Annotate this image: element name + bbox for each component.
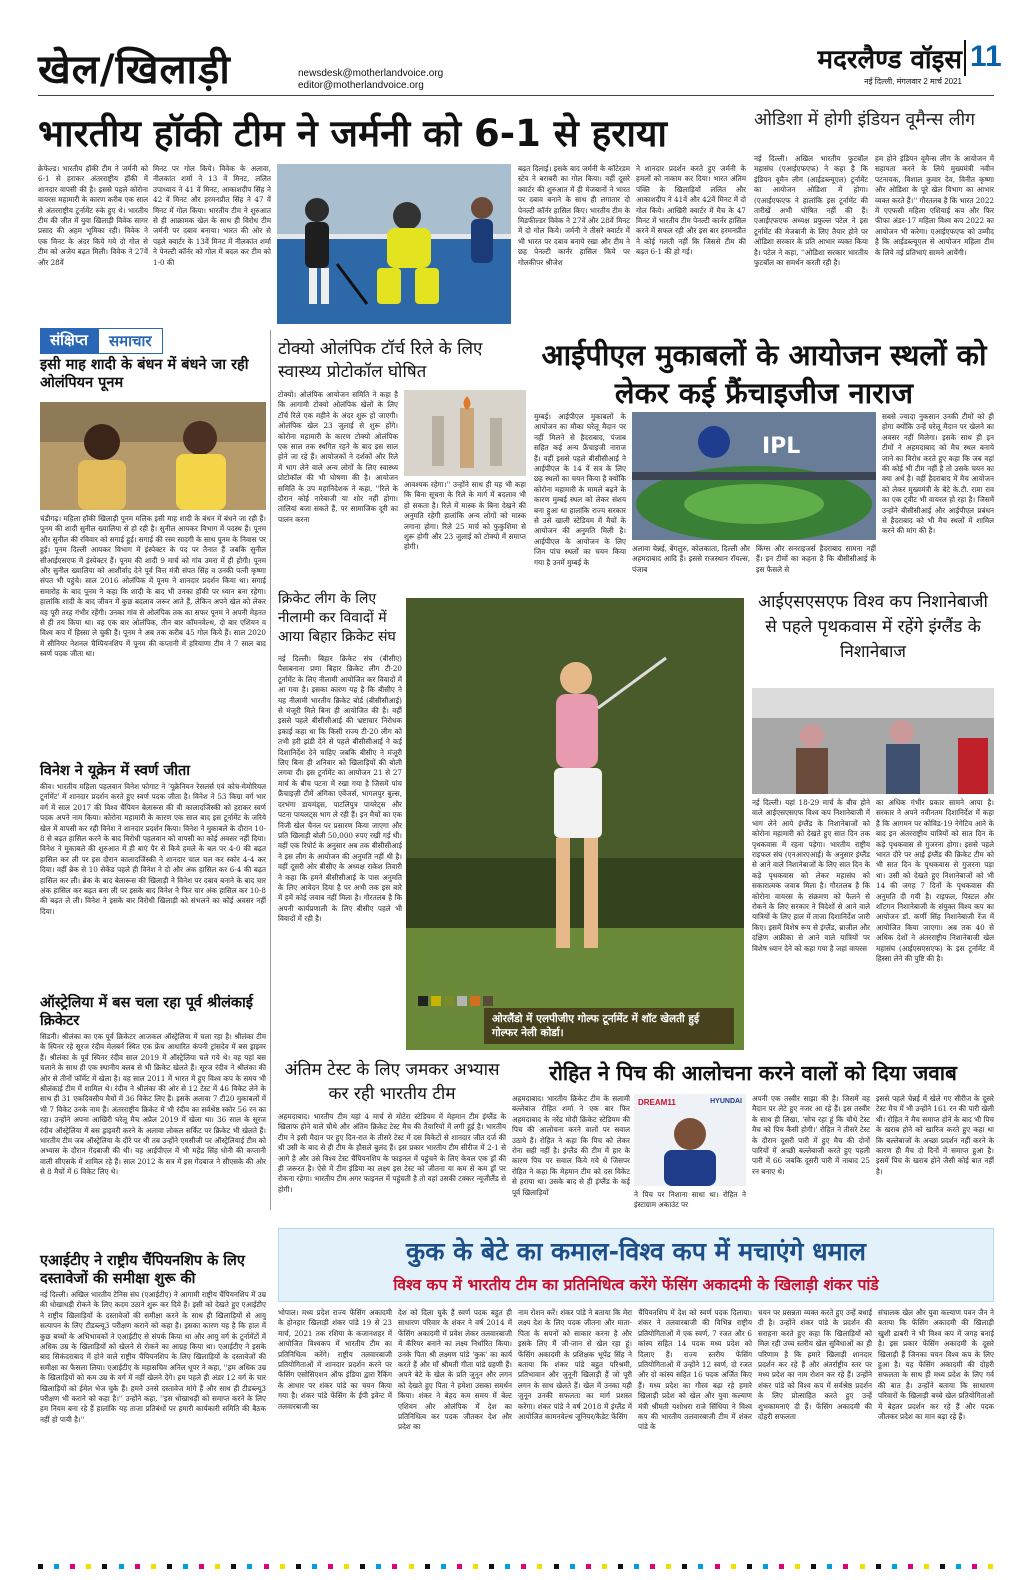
printer-dot <box>102 1564 107 1569</box>
golf-color-swatch <box>418 996 496 1006</box>
printer-dot <box>505 1564 510 1569</box>
printer-dot <box>360 1564 365 1569</box>
printer-dot <box>682 1564 687 1569</box>
printer-dot <box>570 1564 575 1569</box>
swatch-bar <box>418 996 496 1006</box>
swatch-0 <box>418 996 428 1006</box>
swatch-2 <box>444 996 454 1006</box>
printer-dot <box>827 1564 832 1569</box>
printer-dot <box>763 1564 768 1569</box>
bihar-body: नई दिल्ली। बिहार क्रिकेट संघ (बीसीए) पैसाबनाना प्रणा बिहार क्रिकेट लीग टी-20 टूर्नामेंट के लिए नीलामी आयोजित कर विवादों में आ गया है। इसका कारण यह है कि बीसीए ने यह नीलामी भारतीय क्रिकेट बोर्ड (बीसीसीआई) से मंजूरी मिले बिना ही आयोजित की है। वहीं इससे पहले बीसीसीआई की भ्रष्टाचार निरोधक इकाई कहा था कि किसी राज्य टी-20 लीग को तभी हरी झंडी देने से पहले बीसीसीआई ने कई दिशानिर्देश देने चाहिए जबकि बीसीए ने मंजूरी लिए बिना ही शनिवार को खिलाड़ियों की बोली लगवा दी। इस टूर्नामेंट का आयोजन 21 से 27 मार्च के बीच पटना में रखा गया है जिसमें पांच फ्रैंचाइज़ी टीमें अंगिका एवेंजर्स, भागलपुर बुल्स, दरभंगा डायमंड्स, पाटलिपुत्र पायरेट्स और पटना पायलट्स भाग ले रही हैं। इन मैचों का एक निजी खेल चैनल पर प्रसारण किया जाएगा और प्रति खिलाड़ी बोली 50,000 रुपए रखी गई थी। वहीं एक रिपोर्ट के अनुसार अब तक बीसीसीआई ने इस लीग के आयोजन की अनुमति नहीं थी है। वहीं दूसरी ओर बीसीए के अध्यक्ष राकेश तिवारी ने कहा कि हमने बीसीसीआई के पास अनुमति के लिए आवेदन दिया है पर अभी तक इस बारे में हमें कोई जवाब नहीं मिला है। गौरतलब है कि अपनी कार्यप्रणाली के लिए बीसीए पहले भी विवादों में रही है। <box>278 654 402 924</box>
printer-dot <box>264 1564 269 1569</box>
left-column-rule <box>270 330 271 1210</box>
swatch-1 <box>431 996 441 1006</box>
women-league-col-2: हम होने इंडियन वूमैन्स लीग के आयोजन में सहायता करने के लिये मुख्यमंत्री नवीन पटनायक, विशाल कुमार देव, विनीत कृष्णा और ओडिशा के पूरे खेल विभाग का आभार व्यक्त करते हैं।'' गौरतलब है कि भारत 2022 में एएफसी महिला एशियाई कप और फिर फीफा अंडर-17 महिला विश्व कप 2022 का आयोजन भी करेगा। एआईएफएफ को उम्मीद है कि आईडब्ल्यूएल से आयोजन महिला टीम के लिये नई प्रतिभाएं सामने आयेंगी। <box>875 154 994 257</box>
rohit-illustration <box>634 1094 746 1186</box>
fencing-banner <box>278 1228 994 1302</box>
brief-label-b: समाचार <box>98 328 163 354</box>
printer-dot <box>537 1564 542 1569</box>
vinesh-headline: विनेश ने यूक्रेन में स्वर्ण जीता <box>40 763 190 779</box>
printer-dot <box>924 1564 929 1569</box>
swatch-4 <box>470 996 480 1006</box>
swatch-5 <box>483 996 493 1006</box>
lead-col-2: मिनट पर गोल किये। विवेक के अलावा, नीलकांत शर्मा ने 13 वें मिनट, ललित उपाध्याय ने 41 वें मिनट, आकाशदीप सिंह ने 42 वें मिनट और हरमनप्रीत सिंह ने 47 वें मिनट में गोल किया। भारतीय टीम ने शुरुआत से ही आक्रामक खेल के साथ ही विरोध टीम जर्मनी पर दबाव बनाया। भारत की ओर से पहले क्वार्टर के 13वें मिनट में नीलकांत शर्मा ने पेनल्टी कॉर्नर को गोल में बदल कर टीम को 1-0 की <box>153 164 271 267</box>
fencing-col-3: नाम रोशन करें। शंकर पांडे ने बताया कि मेरा लक्ष्य देश के लिए पदक जीतना और माता-पिता के सपनों को साकार करना है और इसके लिए मैं जी-जान से खेल रहा हूं। फेंसिंग अकादमी के प्रशिक्षक भूपेंद्र सिंह ने बताया कि शंकर पांडे बहुत परिश्रमी, प्रतिभावान और जुनूनी खिलाड़ी हैं जो पूरी लगन के साथ खेलते हैं। खेल में उनका यही जुनून उनकी सफलता का मार्ग प्रशस्त करेगा। शंकर पांडे ने वर्ष 2018 में इंग्लैंड में आयोजित कामनवेल्थ जूनियर/कैडेट फेंसिंग <box>518 1308 632 1422</box>
printer-dot <box>215 1564 220 1569</box>
golf-caption: ओरलैंडो में एलपीजीए गोल्फ टूर्नामेंट में शॉट खेलती हुई गोल्फर नेली कोर्डा। <box>484 1008 734 1044</box>
rohit-body-left: अहमदाबाद। भारतीय क्रिकेट टीम के सलामी बल्लेबाज रोहित शर्मा ने एक बार फिर अहमदाबाद के नरेंद्र मोदी क्रिकेट स्टेडियम की पिच की आलोचना करने वालों पर सवाल उठाये हैं। रोहित ने कहा कि पिच को लेकर रोना सही नहीं है। इंग्लैंड की टीम में हार के कारण पिच पर सवाल किये गये थे जिसपर रोहित ने कहा कि मेहमान टीम को दस विकेट से हराया था। उसके बाद से ही इंग्लैंड के कई पूर्व खिलाड़ियों <box>512 1094 630 1197</box>
printer-dot <box>70 1564 75 1569</box>
printer-dot <box>425 1564 430 1569</box>
final-test-headline: अंतिम टेस्ट के लिए जमकर अभ्यास कर रही भारतीय टीम <box>284 1060 500 1104</box>
printer-dot <box>328 1564 333 1569</box>
printer-dot <box>811 1564 816 1569</box>
newsdesk-email[interactable]: newsdesk@motherlandvoice.org <box>298 68 444 79</box>
fencing-col-4: चैंपियनशिप में देश को स्वर्ण पदक दिलाया। शंकर ने तलवारबाजी की विभिन्न राष्ट्रीय प्रतियोगिताओं में एक स्वर्ण, 7 रजत और 6 कांस्य सहित 14 पदक मध्य प्रदेश को दिलाए हैं। राज्य स्तरीय फेंसिंग प्रतियोगिताओं में उन्होंने 12 स्वर्ण, दो रजत और दो कांस्य सहित 16 पदक अर्जित किए हैं। मध्य प्रदेश का गौरव बढ़ा रहे हमारे खिलाड़ी प्रदेश को खेल और युवा कल्याण मंत्री श्रीमती यशोधरा राजे सिंधिया ने विश्व कप की भारतीय तलवारबाजी टीम में शंकर पांडे के <box>638 1308 752 1432</box>
printer-marks <box>38 1564 994 1570</box>
printer-dot <box>779 1564 784 1569</box>
rohit-headline: रोहित ने पिच की आलोचना करने वालों को दिया जवाब <box>549 1061 957 1085</box>
bihar-headline: क्रिकेट लीग के लिए नीलामी कर विवादों में आया बिहार क्रिकेट संघ <box>278 591 396 645</box>
printer-dot <box>650 1564 655 1569</box>
printer-dot <box>747 1564 752 1569</box>
poonam-photo <box>40 402 266 510</box>
lead-col-4: ने शानदार प्रदर्शन करते हुए जर्मनी के हमलों को नाकाम कर दिया। भारत अंतिम पंक्ति के खिलाड़ियों ललित और आकाशदीप ने 41वें और 42वें मिनट में दो गोल किये। आखिरी क्वार्टर में मैच के 47 मिनट में भारतीय टीम पेनल्टी कार्नर हासिल करने में सफल रही और इस बार हरमनप्रीत ने कोई गलती नहीं कि जिससे टीम की बढ़त 6-1 की हो गई। <box>636 164 746 257</box>
torch-illustration <box>404 390 526 476</box>
editor-email[interactable]: editor@motherlandvoice.org <box>298 80 424 91</box>
printer-dot <box>940 1564 945 1569</box>
lead-col-1: क्रेफेल्ड। भारतीय हॉकी टीम ने जर्मनी को 6-1 से हराकर अंतरराष्ट्रीय हॉकी में शानदार वापसी की है। इससे पहले कोरोना वायरस महामारी के कारण करीब एक साल से अंतरराष्ट्रीय टूर्नामेंट रुके हुए थे। भारतीय टीम की जीत में युवा खिलाड़ी विवेक सागर प्रसाद की अहम भूमिका रही। विवेक ने एक मिनट के अंदर किये गये दो गोल से टीम को अजेय बढ़त मिली। विवेक ने 27वें और 28वें <box>38 164 148 267</box>
printer-dot <box>876 1564 881 1569</box>
dateline: नई दिल्ली, मंगलवार 2 मार्च 2021 <box>864 77 962 86</box>
ipl-headline: आईपीएल मुकाबलों के आयोजन स्थलों को लेकर कई फ्रैंचाइजीज नाराज <box>541 338 987 410</box>
printer-dot <box>38 1564 43 1569</box>
shooting-photo <box>752 688 994 794</box>
printer-dot <box>247 1564 252 1569</box>
printer-dot <box>167 1564 172 1569</box>
ipl-body-left: मुम्बई। आईपीएल मुकाबलों के आयोजन का मौका घरेलू मैदान पर नहीं मिलने से हैदराबाद, पंजाब सहित कई अन्य फ्रैंचाइजी नाराज हैं। वहीं इससे पहले बीसीसीआई ने आईपीएल के 14 वें सत्र के लिए छह स्थलों का चयन किया है क्योंकि कोरोना महामारी के मामले बढ़ने के कारण मुम्बई स्थल को लेकर संशय बना हुआ था हालांकि राज्य सरकार से उसे खाली स्टेडियम में मैचों के आयोजन की अनुमति मिली है। आईपीएल के आयोजन के लिए जिन पांच स्थलों का चयन किया गया है उनमें मुम्बई के <box>534 412 626 567</box>
printer-dot <box>521 1564 526 1569</box>
printer-dot <box>795 1564 800 1569</box>
printer-dot <box>392 1564 397 1569</box>
printer-dot <box>86 1564 91 1569</box>
golf-photo <box>406 598 744 1050</box>
printer-dot <box>231 1564 236 1569</box>
ipl-body-right: सबसे ज्यादा नुकसान उनकी टीमों को ही होगा क्योंकि उन्हें घरेलू मैदान पर खेलने का अवसर नहीं मिलेगा। इसके साथ ही इन टीमों ने अहमदाबाद को मैच स्थल बनाये जाने का विरोध करते हुए कहा कि जब वहां की कोई भी टीम नहीं है तो उसके चयन का क्या अर्थ है। वहीं हैदराबाद में मैच आयोजन को लेकर मुख्यमंत्री के बेटे के.टी. रामा राव का एक ट्वीट भी वायरल हो रहा है। जिसमें उन्होंने बीसीसीआई और आईपीएल प्रबंधन से हैदराबाद को भी मैच स्थलों में शामिल करने की मांग की है। <box>882 412 994 536</box>
page-number: 11 <box>964 40 994 76</box>
printer-dot <box>312 1564 317 1569</box>
torch-photo <box>404 390 526 476</box>
printer-dot <box>409 1564 414 1569</box>
printer-dot <box>634 1564 639 1569</box>
printer-dot <box>956 1564 961 1569</box>
ipl-logo: IPL <box>762 434 801 459</box>
final-test-body: अहमदाबाद। भारतीय टीम यहां 4 मार्च से मोटेरा स्टेडियम में मेहमान टीम इंग्लैंड के खिलाफ होने वाले चौथे और अंतिम क्रिकेट टेस्ट मैच की तैयारियों में लगी हुई है। भारतीय टीम ने इसी मैदान पर हुए दिन-रात के तीसरे टेस्ट में दस विकेटों से शानदार जीत दर्ज की थी उसी के बाद से ही टीम के हौसले बुलंद हैं। इस प्रकार भारतीय टीम सीरीज में 2-1 से आगे है और उसे विश्व टेस्ट चैंपियनशिप के फाइनल में पहुंचने के लिए केवल एक ड्रॉ की ही जरूरत है। ऐसे में टीम इंडिया का लक्ष्य इस टेस्ट को जीतना या कम से कम ड्रॉ पर रोकना रहेगा। भारतीय टीम अगर फाइनल में पहुंचती है तो वहां उसकी टक्कर न्यूजीलैंड से होगी। <box>278 1112 506 1194</box>
printer-dot <box>199 1564 204 1569</box>
printer-dot <box>489 1564 494 1569</box>
printer-dot <box>554 1564 559 1569</box>
masthead-rule <box>38 95 994 96</box>
women-league-col-1: नई दिल्ली। अखिल भारतीय फुटबॉल महासंघ (एआईएफएफ) ने कहा है कि इंडियन वूमैन लीग (आईडब्ल्यूएल) टूर्नामेंट का आयोजन ओडिशा में होगा। (एआईएफएफ ने हालांकि इस टूर्नामेंट की तारीखें अभी घोषित नहीं की हैं। एआईएफएफ अध्यक्ष प्रफुल्ल पटेल ने इस टूर्नामेंट की मेजबानी के लिए तैयार होने पर ओडिशा सरकार के प्रति आभार व्यक्त किया है। पटेल ने कहा, ''ओडिशा सरकार भारतीय फुटबॉल का समर्थन करती रही है। <box>754 154 868 268</box>
lead-headline: भारतीय हॉकी टीम ने जर्मनी को 6-1 से हराया <box>38 112 667 155</box>
torch-body-right: आवश्यक रहेगा।'' उन्होंने साथ ही यह भी कहा कि बिना सूचना के रिले के मार्ग में बदलाव भी हो सकता है। रिले में मास्क के बिना देखने की अनुमति रहेगी हालांकि अन्य लोगों को मास्क लगाना होगा। रिले 25 मार्च को फुकुशिमा से शुरू होगी और 23 जुलाई को टोक्यो में समाप्त होगी। <box>404 480 526 552</box>
ipl-body-mid: अलावा चेन्नई, बेंगलुरु, कोलकाता, दिल्ली और अहमदाबाद आदि हैं। इससे राजस्थान रॉयल्स, पंजाब <box>632 544 750 574</box>
torch-headline: टोक्यो ओलंपिक टॉर्च रिले के लिए स्वास्थ्य प्रोटोकॉल घोषित <box>278 339 483 382</box>
printer-dot <box>666 1564 671 1569</box>
poonam-body: चंडीगढ़। महिला हॉकी खिलाड़ी पूनम मलिक इसी माह शादी के बंधन में बंधने जा रही हैं। पूनम की शादी सुनील ख्यालिया से हो रही है। सुनील आयकर विभाग में पदस्थ हैं। पूनम और सुनील की रविवार को सगाई हुई। सगाई की रस्म सादगी के साथ पूनम के निवास पर हुई। पूनम दिल्ली आयकर विभाग में इंस्पेक्टर के पद पर तैनात हैं जबकि सुनील सीआईएसएफ में इंस्पेक्टर हैं। पूनम की शादी 9 मार्च को गांव उमरा में ही होगी। पूनम और सुनील ख्यालिया को आशीर्वाद देने पूर्व वित्त मंत्री संपत सिंह व उनकी पत्नी कृष्णा संपत भी पहुंचे। साल 2016 ओलंपिक में पूनम ने शानदार प्रदर्शन किया था। सगाई समारोह के बाद पूनम ने कहा कि शादी के बाद भी उनका हॉकी पर ध्यान बना रहेगा। हालांकि शादी के बाद जीवन में कुछ बदलाव जरूर आते हैं, लेकिन अपने खेल को लेकर वह पूरी तरह गंभीर रहेंगी। उनका गांव से ओलंपिक तक का सफर पूनम ने अपनी मेहनत से ही तय किया था। वह एक बार ओलंपिक, तीन बार कॉमनवेल्थ, दो बार एशियन व विश्व कप में हिस्सा ले चुकी हैं। पूनम ने अब तक करीब 45 गोल किये हैं। साल 2020 में सीनियर नेशनल चैम्पियनशिप में पूनम की कप्तानी में हरियाणा टीम ने 7 साल बाद स्वर्ण पदक जीता था। <box>40 514 266 659</box>
printer-dot <box>151 1564 156 1569</box>
paper-name: मदरलैण्ड वॉइस <box>817 45 962 75</box>
aita-body: नई दिल्ली। अखिल भारतीय टेनिस संघ (एआईटीए) ने आगामी राष्ट्रीय चैंपियनशिप में उम्र की धोखाधड़ी रोकने के लिए कदम उठाने शुरू कर दिये हैं। इसी को देखते हुए एआईटीए ने राष्ट्रीय खिलाड़ियों के दस्तावेजों की समीक्षा करने के साथ ही खिलाड़ियों से आयु सत्यापन के लिए टीडब्ल्यू3 परीक्षण कराने को कहा है। इसका कारण यह है कि हाल में कुछ बच्चों के अभिभावकों ने एआईटीए से संपर्क किया था और आयु वर्ग के टूर्नामेंटों में अधिक उम्र के खिलाड़ियों को खेलने से रोकने का आग्रह किया था। एआईटीए ने इसके बाद सिकंदराबाद में होने वाले राष्ट्रीय चैंपियनशिप के लिए खिलाड़ियों के दस्तावेजों की समीक्षा का फैसला लिया। एआईटीए के महासचिव अनिल धूपर ने कहा, ''हम अधिक उम्र के खिलाड़ियों को कम उम्र के वर्ग में नहीं खेलने देंगे। हम पहले ही अंडर 12 वर्ग के चार खिलाड़ियों को ईमेल भेज चुके हैं। हमने उनसे दस्तावेज मांगे हैं और साथ ही टीडब्ल्यू3 परीक्षण भी कराने को कहा है।'' उन्होंने कहा, ''इस धोखाधड़ी को समाप्त करने के लिए हम नियम बना रहे हैं हालांकि यह ताजा प्रतिबंधों पर हमारी कार्यकारी समिति की बैठक नहीं हो पायी है।'' <box>40 1290 266 1424</box>
torch-body-left: टोक्यो। ओलंपिक आयोजन समिति ने कहा है कि आगामी टोक्यो ओलंपिक खेलों के लिए टॉर्च रिले एक महीने के अंदर शुरू हो जाएगी। ओलंपिक खेल 23 जुलाई से शुरू होंगे। कोरोना महामारी के कारण टोक्यो ओलंपिक एक साल तक स्थगित रहने के बाद इस साल होने जा रहे हैं। आयोजकों ने दर्शकों और रिले में भाग लेने वाले अन्य लोगों के लिए स्वास्थ्य प्रोटोकॉल की भी घोषणा की है। आयोजन समिति के उप महानिदेशक ने कहा, ''रिले के दौरान कोई नारेबाजी या शोर नहीं होगा। तालियां बजा सकते हैं, पर सामाजिक दूरी का पालन करना <box>278 390 398 524</box>
hockey-photo <box>277 164 511 324</box>
vinesh-body: कीव। भारतीय महिला पहलवान विनेश फोगाट ने 'यूक्रेनियन रेसलर्स एवं कोच-मेमोरियल टूर्नामेंट' में शानदार प्रदर्शन करते हुए स्वर्ण पदक जीता है। विनेश ने 53 किग्रा वर्ग भार वर्ग में साल 2017 की विश्व चैंपियन बेलारूस की वी कालादजिंस्की को हराकर स्वर्ण पदक अपने नाम किया। कोरोना महामारी के कारण एक साल बाद इस टूर्नामेंट के जरिये खेल में वापसी कर रही विनेश ने शानदार प्रदर्शन किया। विनेश ने मुकाबले के दौरान 10-8 से बढ़त हासिल करने के बाद विरोधी पहलवान को वापसी का कोई अवसर नहीं दिया। विनेश ने मुकाबले की शुरुआत में ही बाएं पैर से किये हमले के बल पर 4-0 की बढ़त हासिल कर ली पर इस दौरान कालादजिंस्की ने शानदार चाल चल कर स्कोर 4-4 कर दिया। वहीं ब्रेक से 10 सेकेंड पहले ही विनेश ने दो और अंक हासिल कर 6-4 की बढ़त हासिल कर ली। ब्रेक के बाद बेलारूस की खिलाड़ी ने विनेश पर दबाव बनाने के बाद चार अंक हासिल कर बढ़त बना ली पर इसके बाद विनेश ने फिर चार अंक हासिल कर 10-8 की बढ़त ले ली। विनेश ने इसके बार विरोधी खिलाड़ी को संभलने का कोई अवसर नहीं दिया। <box>40 782 266 916</box>
printer-dot <box>843 1564 848 1569</box>
fencing-col-1: भोपाल। मध्य प्रदेश राज्य फेंसिंग अकादमी के होनहार खिलाड़ी शंकर पांडे 19 से 23 मार्च, 2021 तक रशिया के कजानशहर में आयोजित विश्वकप में भारतीय टीम का प्रतिनिधित्व करेंगे। राष्ट्रीय तलवारबाजी प्रतियोगिताओं में शानदार प्रदर्शन करने पर फेंसिंग एसोसिएशन ऑफ इंडिया द्वारा रैंकिंग के आधार पर शंकर पांडे का चयन किया गया है। शंकर पांडे फेंसिंग के ईपी इवेन्ट में तलवारबाजी का <box>278 1308 392 1411</box>
printer-dot <box>344 1564 349 1569</box>
australia-body: सिडनी। श्रीलंका का एक पूर्व क्रिकेटर आजकल ऑस्ट्रेलिया में चला रहा है। श्रीलंका टीम के स्पिनर रहे सूरज रंदीव मेलबर्न स्थित एक फ्रेंच आधारित कंपनी ट्रांसदेव में बस ड्राइवर हैं। श्रीलंका के पूर्व स्पिनर रंदीव साल 2019 में ऑस्ट्रेलिया चले गये थे। वह यहां बस चलाने के साथ ही एक स्थानीय क्लब से भी क्रिकेट खेलते हैं। सूरज रंदीव ने श्रीलंका की ओर से तीनों फॉर्मेट में खेला है। वह साल 2011 में भारत में हुए विश्व कप के समय भी श्रीलंकाई टीम में शामिल थे। रंदीव ने श्रीलंका की ओर से 12 टेस्ट में 46 विकेट लेने के साथ ही 31 एकदिवसीय मैचों में 36 विकेट लिए हैं। इसके अलावा 7 टी20 मुकाबलों में भी 7 विकेट उनके नाम हैं। अंतरराष्ट्रीय क्रिकेट में भी रंदीव का सर्वश्रेष्ठ स्कोर 56 रन का रहा। उन्होंने अपना आखिरी घरेलू मैच अप्रैल 2019 में खेला था। 36 साल के सूरज रंदीव ऑस्ट्रेलिया में बस ड्राइवरी करने के अलावा लोकल सर्किट पर क्रिकेट भी खेलते हैं। भारतीय टीम जब ऑस्ट्रेलिया के दौरे पर थी तब उन्होंने एमसीजी पर ऑस्ट्रेलियाई टीम को अभ्यास के दौरान गेंदबाजी की थी। वह आईपीएल में भी महेंद्र सिंह धोनी की कप्तानी वाली सीएसके में शामिल रहे हैं। साल 2012 के सत्र में इस गेंदबाज ने सीएसके की ओर से 8 मैचों में 6 विकेट लिए थे। <box>40 1032 266 1177</box>
rohit-body-right-1: अपनी एक तस्वीर साझा की है। जिसमें वह मैदान पर लेटे हुए नजर आ रहे हैं। इस तस्वीर के साथ ही लिखा, 'सोच रहा हूं कि चौथे टेस्ट मैच को पिच कैसी होगी।' रोहित ने तीसरे टेस्ट के दौरान दूसरी पारी में हुए मैच की दोनों पारियों में अच्छी बल्लेबाजी करते हुए पहली पारी में 66 जबकि दूसरी पारी में नाबाद 25 रन बनाए थे। <box>752 1094 870 1176</box>
printer-dot <box>698 1564 703 1569</box>
swatch-3 <box>457 996 467 1006</box>
printer-dot <box>860 1564 865 1569</box>
printer-dot <box>586 1564 591 1569</box>
rohit-photo <box>634 1094 746 1186</box>
ipl-stadium-photo <box>632 412 876 540</box>
printer-dot <box>135 1564 140 1569</box>
printer-dot <box>602 1564 607 1569</box>
printer-dot <box>908 1564 913 1569</box>
fencing-banner-headline: कुक के बेटे का कमाल-विश्व कप में मचाएंगे धमाल <box>406 1237 866 1266</box>
printer-dot <box>988 1564 993 1569</box>
couple-photo-illustration <box>40 402 266 510</box>
fencing-col-5: चयन पर प्रसन्नता व्यक्त करते हुए उन्हें बधाई दी है। उन्होंने शंकर पांडे के प्रदर्शन की सराहना करते हुए कहा कि खिलाड़ियों को मिल रही उच्च स्तरीय खेल सुविधाओं का ही परिणाम है कि हमारे खिलाड़ी शानदार प्रदर्शन कर रहे हैं और अंतर्राष्ट्रीय स्तर पर मध्य प्रदेश का नाम रोशन कर रहे हैं। उन्होंने शंकर पांडे को विश्व कप में सर्वश्रेष्ठ प्रदर्शन के लिए प्रोत्साहित करते हुए उन्हें शुभकामनाएं दी हैं। फेंसिंग अकादमी की दोहरी सफलता <box>758 1308 872 1422</box>
lead-col-3: बढ़त दिलाई। इसके बाद जर्मनी के कॉटेरडम स्टेव ने बराबरी का गोल किया। वहीं दूसरे क्वार्टर की शुरुआत में ही मेजबानों ने भारत पर दबाव बनाने के साथ ही लगातार दो पेनल्टी कॉर्नर हासिल किए। भारतीय टीम के मिडफील्डर विवेक ने 27वें और 28वें मिनट में दो गोल किये। जर्मनी ने तीसरे क्वार्टर में भी भारत पर दबाव बनाये रखा और टीम ने छह पेनल्टी कार्नर हासिल किये पर गोलकीपर श्रीजेश <box>518 164 630 267</box>
printer-dot <box>618 1564 623 1569</box>
printer-dot <box>457 1564 462 1569</box>
printer-dot <box>892 1564 897 1569</box>
golfer-illustration <box>406 598 744 1050</box>
printer-dot <box>119 1564 124 1569</box>
shooting-headline: आईएसएसएफ विश्व कप निशानेबाजी से पहले पृथकवास में रहेंगे इंग्लैंड के निशानेबाज <box>758 592 988 662</box>
brief-news-badge <box>40 328 163 354</box>
rohit-body-mid: ने पिच पर निशाना साधा था। रोहित ने इंस्टाग्राम अकाउंट पर <box>634 1190 746 1210</box>
printer-dot <box>473 1564 478 1569</box>
contact-emails <box>298 68 443 92</box>
shooting-body-left: नई दिल्ली। यहां 18-29 मार्च के बीच होने वाले आईएसएसएफ विश्व कप निशानेबाजी में भाग लेने आये इंग्लैंड के निशानेबाजों को कोरोना महामारी को देखते हुए सात दिन तक पृथकवास में रहना पड़ेगा। भारतीय राष्ट्रीय राइफल संघ (एनआरएआई) के अनुसार इंग्लैंड से आने वाले निशानेबाजों के लिए सात दिन के कड़े पृथकवास को लेकर महासंघ को सकारात्मक जवाब मिला है। गौरतलब है कि कोरोना वायरस के संक्रमण को फैलने से रोकने के लिए सरकार ने विदेशों से आने वाले यात्रियों के लिए हाल में ताजा दिशानिर्देश जारी किए। इसमें विशेष रूप से इंग्लैंड, ब्राजील और दक्षिण अफ्रीका से आने वाले यात्रियों पर विशेष ध्यान देने को कहा गया है जहां वायरस <box>752 798 870 953</box>
australia-headline: ऑस्ट्रेलिया में बस चला रहा पूर्व श्रीलंकाई क्रिकेटर <box>40 995 253 1029</box>
aita-headline: एआईटीए ने राष्ट्रीय चैंपियनशिप के लिए दस्तावेजों की समीक्षा शुरू की <box>40 1253 245 1287</box>
section-title: खेल/खिलाड़ी <box>38 47 231 93</box>
sponsor-hyundai: HYUNDAI <box>710 1098 742 1105</box>
printer-dot <box>376 1564 381 1569</box>
printer-dot <box>54 1564 59 1569</box>
printer-dot <box>715 1564 720 1569</box>
brief-label-a: संक्षिप्त <box>40 328 98 354</box>
ipl-body-mid2: किंग्स और सनराइजर्स हैदराबाद सामना नहीं हैं। इन टीमों का कहना है कि बीसीसीआई के इस फैसले से <box>756 544 876 574</box>
printer-dot <box>972 1564 977 1569</box>
hockey-players-illustration <box>277 164 511 324</box>
rohit-body-right-2: इससे पहले चेन्नई में खेले गए सीरीज के दूसरे टेस्ट मैच में भी उन्होंने 161 रन की पारी खेली थी। रोहित ने मैच समाप्त होने के बाद भी पिच के खराब होने को खारिज करते हुए कहा था कि बल्लेबाजों के अच्छा प्रदर्शन नहीं करने के कारण ही मैच दो दिनों में समाप्त हुआ है। इसमें पिच के खराब होने जैसी कोई बात नहीं है। <box>876 1094 994 1176</box>
printer-dot <box>441 1564 446 1569</box>
poonam-headline: इसी माह शादी के बंधन में बंधने जा रही ओलंपियन पूनम <box>40 357 249 391</box>
fencing-banner-subheadline: विश्व कप में भारतीय टीम का प्रतिनिधित्व करेंगे फेंसिंग अकादमी के खिलाड़ी शंकर पांडे <box>393 1276 879 1294</box>
sponsor-dream11: DREAM11 <box>638 1098 676 1107</box>
printer-dot <box>296 1564 301 1569</box>
printer-dot <box>731 1564 736 1569</box>
fencing-col-2: देश को दिला चुके हैं स्वर्ण पदक बहुत ही साधारण परिवार के शंकर ने वर्ष 2014 में फेंसिंग अकादमी में प्रवेश लेकर तलवारबाजी में कॅरियर बनाने का लक्ष्य निर्धारित किया। उनके पिता श्री लक्ष्मण पांडे 'कुक' का कार्य करते हैं और माँ श्रीमती गीता पांडे ग्रहणी हैं। अपने बेटे के खेल के प्रति जुनून और लगन को देखते हुए पिता ने हमेशा उसका समर्थन किया। शंकर ने बेहद कम समय में बेल्ट एशियन और ओलंपिक में देश का प्रतिनिधित्व कर पदक जीतकर देश और प्रदेश का <box>398 1308 512 1432</box>
printer-dot <box>280 1564 285 1569</box>
women-league-headline: ओडिशा में होगी इंडियन वूमैन्स लीग <box>754 110 975 130</box>
stadium-illustration <box>632 412 876 540</box>
printer-dot <box>183 1564 188 1569</box>
fencing-col-6: संचालक खेल और युवा कल्याण पवन जैन ने बताया कि फेंसिंग अकादमी की खिलाड़ी खुशी ढाबरी ने भी विश्व कप में जगह बनाई है। इस प्रकार फेंसिंग अकादमी के दूसरे खिलाड़ी हैं जिनका चयन विश्व कप के लिए हुआ है। यह फेंसिंग अकादमी की दोहरी सफलता के साथ ही मध्य प्रदेश के लिए गर्व की बात है। उन्होंने बताया कि साधारण परिवारों के खिलाड़ी बच्चे खेल प्रतियोगिताओं में बेहतर प्रदर्शन कर रहे हैं और पदक जीतकर प्रदेश का मान बढ़ा रहे हैं। <box>878 1308 994 1422</box>
shooting-body-right: का अधिक गंभीर प्रकार सामने आया है। सरकार ने अपने नवीनतम दिशानिर्देश में कहा है कि आगमन पर कोविड-19 नेगेटिव आने के बाद इन अंतरराष्ट्रीय यात्रियों को सात दिन के कड़े पृथकवास से गुजरना होगा। इससे पहले भारत दौरे पर आई इंग्लैंड की क्रिकेट टीम को भी सात दिन के पृथकवास से गुजरना पड़ा था। उसी को देखते हुए निशानेबाजों को भी 14 की जगह 7 दिनों के पृथकवास की अनुमति दी गयी है। राइफल, पिस्टल और शॉटगन निशानेबाजी के संयुक्त विश्व कप का आयोजन डॉ. कर्णी सिंह निशानेबाजी रेंज में आयोजित किया जाएगा। अब तक 40 से अधिक देशों ने अंतरराष्ट्रीय निशानेबाजी खेल महासंघ (आईएसएसएफ) के इस टूर्नामेंट में हिस्सा लेने की पुष्टि की है। <box>876 798 994 964</box>
shooters-illustration <box>752 688 994 794</box>
